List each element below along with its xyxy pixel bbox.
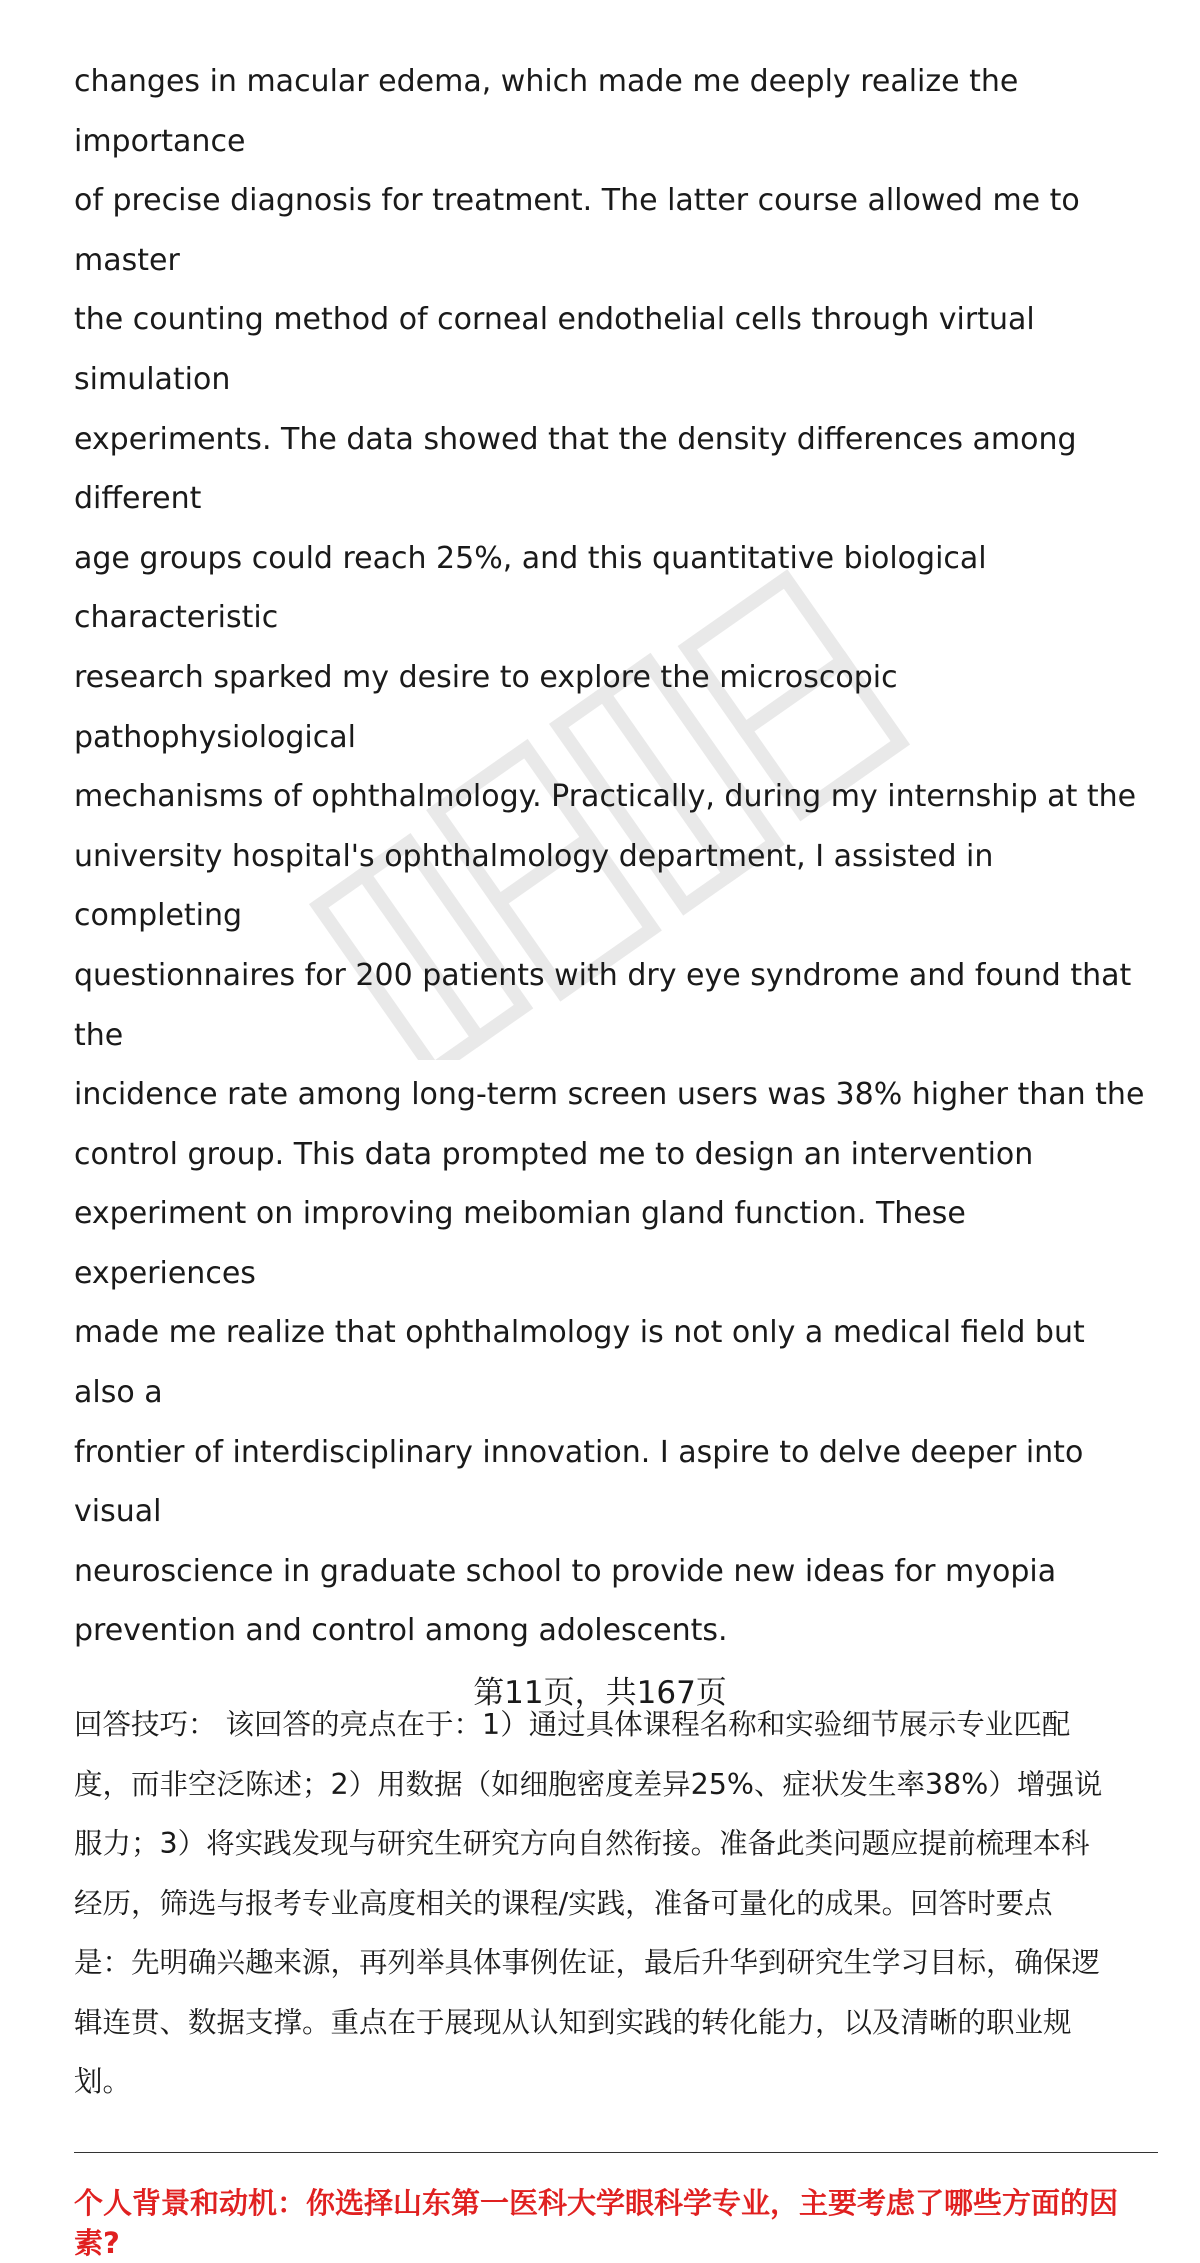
- page-number-footer: 第11页，共167页: [473, 1675, 727, 1711]
- page-content: [74, 52, 1154, 2263]
- answer-body-paragraph: changes in macular edema, which made me deeply realize the importance of precise diagnosis for treatment. The latter course allowed me to master the counting method of corneal endothelial cells through virtual simulation experiments. The data showed that the density differences among different age groups could reach 25%, and this quantitative biological characteristic research sparked my desire to explore the microscopic pathophysiological mechanisms of ophthalmology. Practically, during my internship at the university hospital's ophthalmology department, I assisted in completing questionnaires for 200 patients with dry eye syndrome and found that the incidence rate among long-term screen users was 38% higher than the control group. This data prompted me to design an intervention experiment on improving meibomian gland function. These experiences made me realize that ophthalmology is not only a medical field but also a frontier of interdisciplinary innovation. I aspire to delve deeper into visual neuroscience in graduate school to provide new ideas for myopia prevention and control among adolescents.: [74, 64, 1145, 1649]
- answer-tips-paragraph: 回答技巧： 该回答的亮点在于：1）通过具体课程名称和实验细节展示专业匹配 度，而非空泛陈述；2）用数据（如细胞密度差异25%、症状发生率38%）增强说 服力；3）将实践发现与研究生研究方向自然衔接。准备此类问题应提前梳理本科 经历，筛选与报考专业高度相关的课程/实践，准备可量化的成果。回答时要点 是：先明确兴趣来源，再列举具体事例佐证，最后升华到研究生学习目标，确保逻 辑连贯、数据支撑。重点在于展现从认知到实践的转化能力，以及清晰的职业规 划。: [74, 1708, 1103, 2099]
- next-question-heading: 个人背景和动机：你选择山东第一医科大学眼科学专业，主要考虑了哪些方面的因 素?: [74, 2185, 1119, 2260]
- section-divider: [74, 2152, 1158, 2153]
